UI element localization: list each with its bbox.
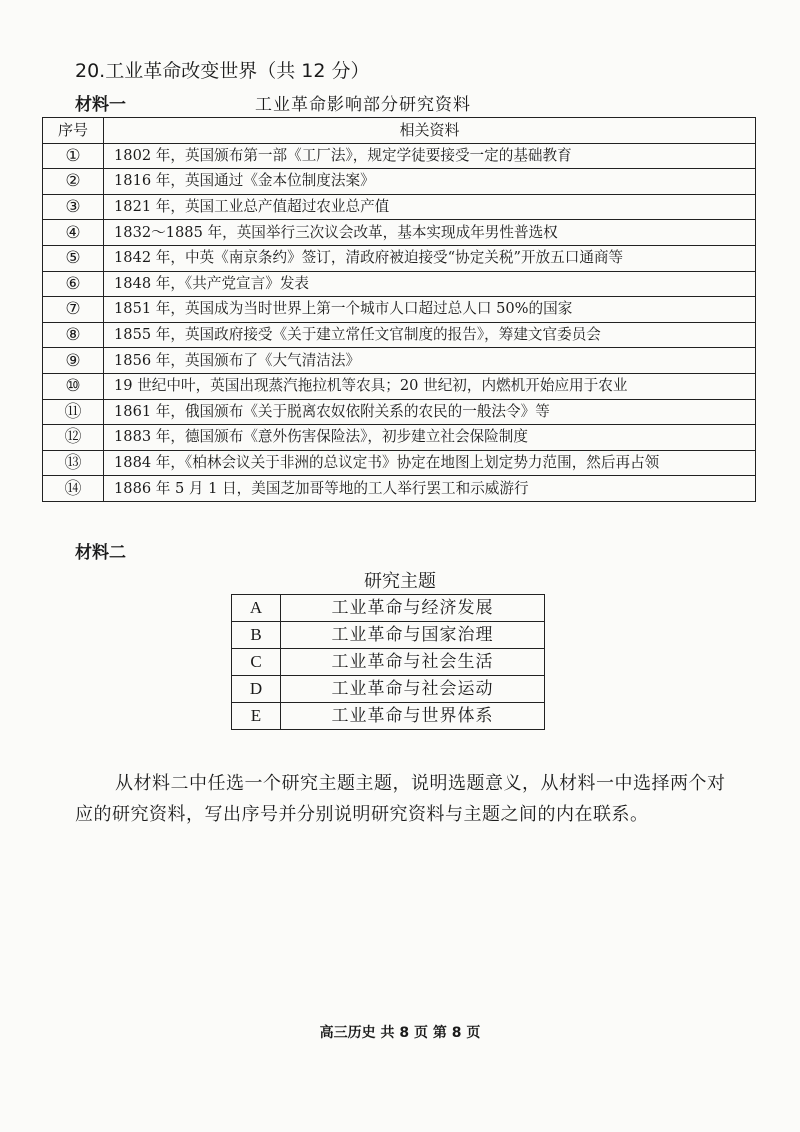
research-materials-table bbox=[42, 117, 756, 502]
table-row bbox=[43, 450, 756, 476]
topics-title: 研究主题 bbox=[364, 571, 436, 592]
topic-name: 工业革命与经济发展 bbox=[281, 595, 545, 622]
page-footer: 高三历史 共 8 页 第 8 页 bbox=[319, 1025, 481, 1041]
table-row bbox=[43, 245, 756, 271]
row-index: ⑦ bbox=[43, 297, 104, 323]
table-row bbox=[43, 194, 756, 220]
topic-name: 工业革命与国家治理 bbox=[281, 622, 545, 649]
row-index: ⑭ bbox=[43, 476, 104, 502]
topic-letter: A bbox=[232, 595, 281, 622]
research-topics-table bbox=[231, 594, 545, 730]
row-content: 1851 年，英国成为当时世界上第一个城市人口超过总人口 50%的国家 bbox=[104, 297, 756, 323]
row-index: ① bbox=[43, 143, 104, 169]
header-index: 序号 bbox=[43, 118, 104, 144]
topic-name: 工业革命与社会运动 bbox=[281, 676, 545, 703]
table-row bbox=[43, 399, 756, 425]
topic-row bbox=[232, 595, 545, 622]
topic-letter: C bbox=[232, 649, 281, 676]
table-row bbox=[43, 220, 756, 246]
table-row bbox=[43, 169, 756, 195]
row-content: 1883 年，德国颁布《意外伤害保险法》，初步建立社会保险制度 bbox=[104, 425, 756, 451]
row-content: 1884 年，《柏林会议关于非洲的总议定书》协定在地图上划定势力范围，然后再占领 bbox=[104, 450, 756, 476]
row-content: 1832～1885 年，英国举行三次议会改革，基本实现成年男性普选权 bbox=[104, 220, 756, 246]
row-content: 1821 年，英国工业总产值超过农业总产值 bbox=[104, 194, 756, 220]
row-index: ⑨ bbox=[43, 348, 104, 374]
table-row bbox=[43, 271, 756, 297]
row-index: ⑩ bbox=[43, 373, 104, 399]
topic-row bbox=[232, 622, 545, 649]
question-instruction: 从材料二中任选一个研究主题主题，说明选题意义，从材料一中选择两个对应的研究资料，写出序号并分别说明研究资料与主题之间的内在联系。 bbox=[75, 773, 726, 825]
topic-letter: B bbox=[232, 622, 281, 649]
row-index: ③ bbox=[43, 194, 104, 220]
row-index: ⑧ bbox=[43, 322, 104, 348]
row-index: ② bbox=[43, 169, 104, 195]
row-index: ④ bbox=[43, 220, 104, 246]
topic-name: 工业革命与世界体系 bbox=[281, 703, 545, 730]
row-index: ⑬ bbox=[43, 450, 104, 476]
row-content: 19 世纪中叶，英国出现蒸汽拖拉机等农具；20 世纪初，内燃机开始应用于农业 bbox=[104, 373, 756, 399]
row-content: 1816 年，英国通过《金本位制度法案》 bbox=[104, 169, 756, 195]
row-content: 1802 年，英国颁布第一部《工厂法》，规定学徒要接受一定的基础教育 bbox=[104, 143, 756, 169]
table-row bbox=[43, 373, 756, 399]
table-header-row bbox=[43, 118, 756, 144]
row-content: 1886 年 5 月 1 日，美国芝加哥等地的工人举行罢工和示威游行 bbox=[104, 476, 756, 502]
row-index: ⑪ bbox=[43, 399, 104, 425]
material1-header bbox=[75, 90, 755, 114]
table-row bbox=[43, 348, 756, 374]
row-content: 1861 年，俄国颁布《关于脱离农奴依附关系的农民的一般法令》等 bbox=[104, 399, 756, 425]
table-row bbox=[43, 322, 756, 348]
topic-row bbox=[232, 703, 545, 730]
material1-caption: 工业革命影响部分研究资料 bbox=[255, 95, 471, 115]
material2-label: 材料二 bbox=[75, 543, 126, 563]
topic-row bbox=[232, 649, 545, 676]
row-index: ⑤ bbox=[43, 245, 104, 271]
row-content: 1848 年，《共产党宣言》发表 bbox=[104, 271, 756, 297]
question-title: 20.工业革命改变世界（共 12 分） bbox=[75, 60, 370, 82]
table-row bbox=[43, 425, 756, 451]
topic-letter: E bbox=[232, 703, 281, 730]
topic-letter: D bbox=[232, 676, 281, 703]
row-content: 1842 年，中英《南京条约》签订，清政府被迫接受“协定关税”开放五口通商等 bbox=[104, 245, 756, 271]
table-row bbox=[43, 297, 756, 323]
row-content: 1856 年，英国颁布了《大气清洁法》 bbox=[104, 348, 756, 374]
row-index: ⑥ bbox=[43, 271, 104, 297]
table-row bbox=[43, 143, 756, 169]
header-content: 相关资料 bbox=[104, 118, 756, 144]
topic-row bbox=[232, 676, 545, 703]
row-content: 1855 年，英国政府接受《关于建立常任文官制度的报告》，筹建文官委员会 bbox=[104, 322, 756, 348]
topic-name: 工业革命与社会生活 bbox=[281, 649, 545, 676]
row-index: ⑫ bbox=[43, 425, 104, 451]
table-row bbox=[43, 476, 756, 502]
material1-label: 材料一 bbox=[75, 95, 126, 115]
